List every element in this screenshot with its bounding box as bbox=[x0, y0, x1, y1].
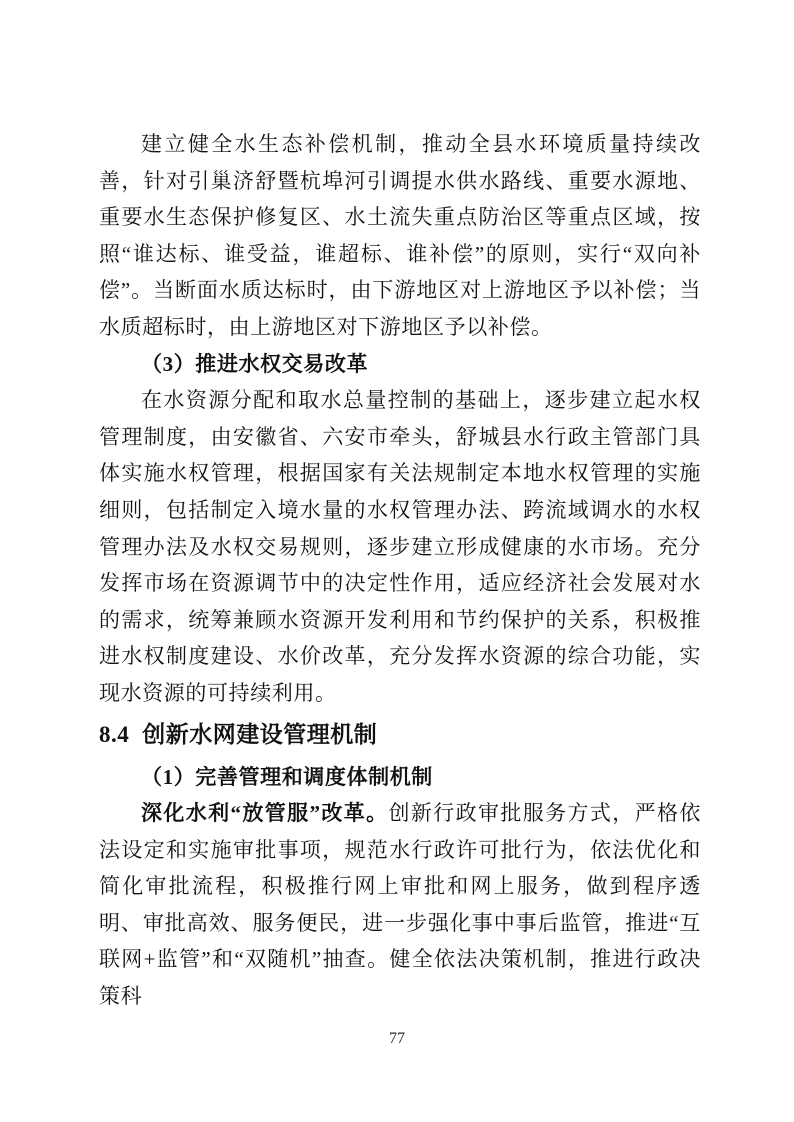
page-number: 77 bbox=[389, 1030, 405, 1047]
document-body bbox=[99, 126, 701, 1015]
paragraph-eco-compensation: 建立健全水生态补偿机制，推动全县水环境质量持续改善，针对引巢济舒暨杭埠河引调提水供水路线、重要水源地、重要水生态保护修复区、水土流失重点防治区等重点区域，按照“谁达标、谁受益，谁超标、谁补偿”的原则，实行“双向补偿”。当断面水质达标时，由下游地区对上游地区予以补偿；当水质超标时，由上游地区对下游地区予以补偿。 bbox=[99, 132, 701, 339]
subheading-water-rights-reform: （3）推进水权交易改革 bbox=[141, 351, 369, 376]
section-title: 创新水网建设管理机制 bbox=[142, 720, 378, 747]
paragraph-water-rights: 在水资源分配和取水总量控制的基础上，逐步建立起水权管理制度，由安徽省、六安市牵头，舒城县水行政主管部门具体实施水权管理，根据国家有关法规制定本地水权管理的实施细则，包括制定入境水量的水权管理办法、跨流域调水的水权管理办法及水权交易规则，逐步建立形成健康的水市场。充分发挥市场在资源调节中的决定性作用，适应经济社会发展对水的需求，统筹兼顾水资源开发利用和节约保护的关系，积极推进水权制度建设、水价改革，充分发挥水资源的综合功能，实现水资源的可持续利用。 bbox=[99, 388, 701, 705]
section-number: 8.4 bbox=[99, 721, 130, 747]
page-footer bbox=[0, 1030, 794, 1048]
subheading-management-mechanism: （1）完善管理和调度体制机制 bbox=[141, 764, 433, 789]
paragraph-reform bbox=[99, 795, 701, 1015]
paragraph-reform-lead: 深化水利“放管服”改革。 bbox=[141, 801, 389, 826]
paragraph-reform-text: 创新行政审批服务方式，严格依法设定和实施审批事项，规范水行政许可批行为，依法优化和简化审批流程，积极推行网上审批和网上服务，做到程序透明、审批高效、服务便民，进一步强化事中事后监管，推进“互联网+监管”和“双随机”抽查。健全依法决策机制，推进行政决策科 bbox=[99, 801, 701, 1009]
section-heading-8-4 bbox=[99, 714, 701, 755]
